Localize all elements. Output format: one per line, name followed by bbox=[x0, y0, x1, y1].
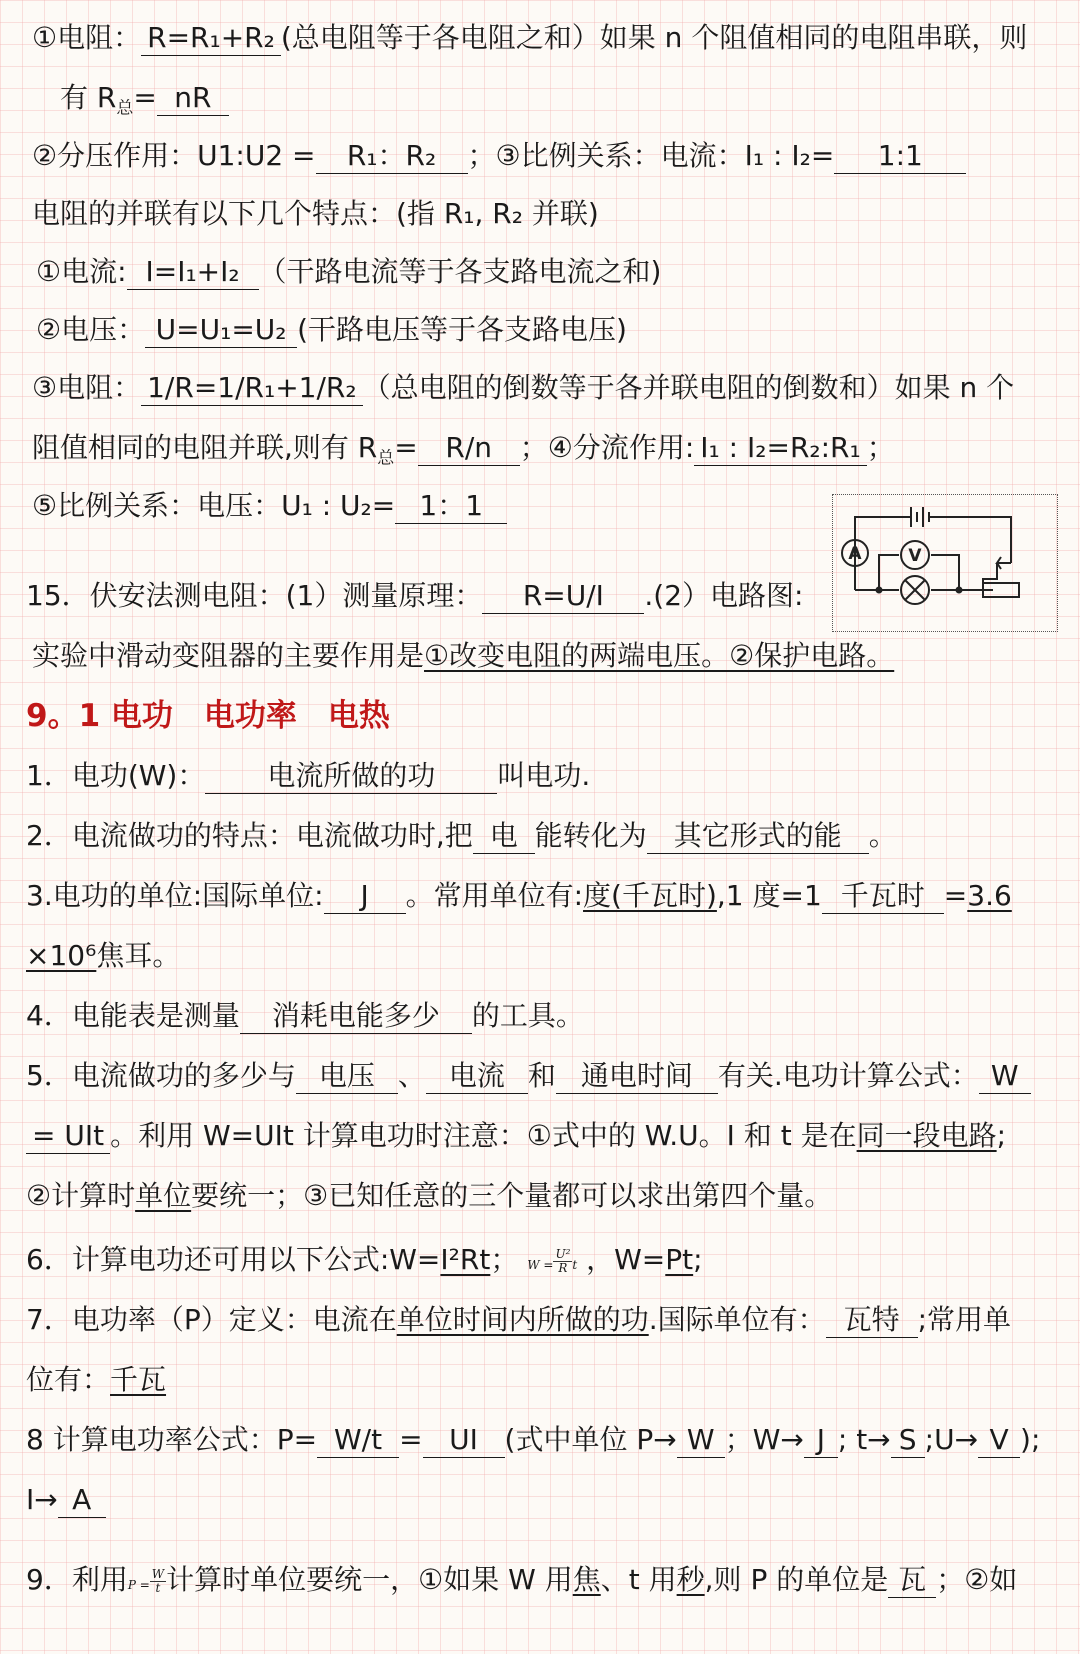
section-heading: 9。1 电功 电功率 电热 bbox=[26, 698, 390, 734]
line-q2: 2．电流做功的特点：电流做功时,把 电 能转化为 其它形式的能 。 bbox=[26, 819, 897, 852]
answer-underlined: ①改变电阻的两端电压。②保护电路。 bbox=[424, 639, 895, 672]
answer-blank: 1/R=1/R₁+1/R₂ bbox=[141, 371, 362, 406]
answer-blank: R₁：R₂ bbox=[316, 139, 468, 174]
line-q9: 9．利用P = $\frac{W}{t}$ 计算时单位要统一，①如果 W 用焦、t 用秒,则 P 的单位是 瓦 ；②如 bbox=[26, 1563, 1018, 1596]
line-q5-cont: = UIt 。利用 W=UIt 计算电功时注意：①式中的 W.U。I 和 t 是在同一段电路; bbox=[26, 1116, 1006, 1156]
line-q3-cont: ×10⁶焦耳。 bbox=[26, 939, 181, 972]
line-series-total: 有 $R_总=$ nR bbox=[60, 78, 229, 129]
answer-blank: nR bbox=[157, 81, 229, 116]
line-q7-cont: 位有：千瓦 bbox=[26, 1363, 167, 1396]
line-parallel-intro: 电阻的并联有以下几个特点：(指 R₁, R₂ 并联) bbox=[32, 197, 599, 230]
line-parallel-resistance: ③电阻： 1/R=1/R₁+1/R₂ （总电阻的倒数等于各并联电阻的倒数和）如果 n 个 bbox=[32, 371, 1015, 404]
answer-blank: J bbox=[324, 879, 406, 914]
line-rheostat-purpose: 实验中滑动变阻器的主要作用是①改变电阻的两端电压。②保护电路。 bbox=[32, 639, 895, 672]
circuit-diagram-svg bbox=[833, 495, 1057, 631]
answer-blank: 通电时间 bbox=[556, 1059, 718, 1094]
answer-blank: I₁ : I₂=R₂:R₁ bbox=[694, 431, 866, 466]
line-q8: 8 计算电功率公式：P= W/t = UI (式中单位 P→ W ；W→ J ; t→ S ;U→ V ); bbox=[26, 1423, 1041, 1456]
answer-blank: 1：1 bbox=[395, 489, 507, 524]
answer-blank: 1:1 bbox=[834, 139, 966, 174]
answer-blank: U=U₁=U₂ bbox=[145, 313, 297, 348]
answer-blank: R/n bbox=[418, 431, 520, 466]
answer-blank: R=R₁+R₂ bbox=[141, 21, 281, 56]
answer-underlined: Pt bbox=[665, 1243, 694, 1276]
answer-blank: 电流所做的功 bbox=[205, 759, 497, 794]
answer-underlined: I²Rt bbox=[440, 1243, 491, 1276]
line-voltage-ratio: ⑤比例关系：电压：U₁ : U₂= 1：1 bbox=[32, 486, 507, 526]
line-voltage-division: ②分压作用：U1:U2 = R₁：R₂ ；③比例关系：电流：I₁ : I₂= 1:1 bbox=[32, 136, 966, 176]
circuit-diagram bbox=[832, 494, 1058, 632]
line-q8-cont: I→ A bbox=[26, 1480, 106, 1520]
line-parallel-total: 阻值相同的电阻并联,则有 $R_总= R/n$ ；④分流作用: I₁ : I₂=R₂:R₁ ； bbox=[32, 431, 895, 469]
answer-underlined: 千瓦 bbox=[110, 1363, 167, 1396]
answer-underlined: 单位 bbox=[135, 1179, 192, 1212]
line-q4: 4．电能表是测量 消耗电能多少 的工具。 bbox=[26, 999, 584, 1032]
answer-underlined: 秒 bbox=[676, 1563, 705, 1596]
answer-underlined: 同一段电路 bbox=[856, 1119, 997, 1152]
answer-blank: UI bbox=[423, 1423, 505, 1458]
answer-blank: 电压 bbox=[296, 1059, 398, 1094]
line-q6: 6．计算电功还可用以下公式:W=I²Rt； W = $\frac{\text{U²}}{R}$ t ，W=Pt; bbox=[26, 1243, 703, 1276]
answer-blank: 消耗电能多少 bbox=[240, 999, 472, 1034]
line-voltammetry: 15．伏安法测电阻：(1）测量原理： R=U/I .(2）电路图: bbox=[26, 579, 804, 612]
answer-blank: J bbox=[804, 1423, 838, 1458]
answer-blank: W bbox=[979, 1059, 1031, 1094]
answer-blank: W/t bbox=[317, 1423, 399, 1458]
answer-blank: 千瓦时 bbox=[822, 879, 944, 914]
answer-blank: 电流 bbox=[426, 1059, 528, 1094]
line-q1: 1．电功(W)： 电流所做的功 叫电功. bbox=[26, 759, 591, 792]
answer-blank: 电 bbox=[473, 819, 535, 854]
answer-blank: 瓦特 bbox=[826, 1303, 918, 1338]
answer-blank: A bbox=[58, 1483, 106, 1518]
answer-blank: 瓦 bbox=[888, 1563, 936, 1598]
answer-underlined: 度(千瓦时) bbox=[583, 879, 717, 912]
answer-underlined: 3.6 bbox=[967, 879, 1012, 912]
line-q5: 5．电流做功的多少与 电压 、 电流 和 通电时间 有关.电功计算公式： W bbox=[26, 1056, 1031, 1096]
answer-underlined: 单位时间内所做的功 bbox=[396, 1303, 649, 1336]
formula-w-u2-r-t: W = $\frac{\text{U²}}{R}$ t bbox=[527, 1246, 578, 1275]
voltmeter-label: V bbox=[908, 546, 922, 566]
answer-underlined: ×10⁶ bbox=[26, 939, 97, 972]
line-parallel-current: ①电流: I=I₁+I₂ （干路电流等于各支路电流之和) bbox=[36, 255, 662, 288]
answer-blank: R=U/I bbox=[482, 579, 644, 614]
answer-underlined: 焦 bbox=[572, 1563, 601, 1596]
line-series-resistance: ①电阻： R=R₁+R₂ (总电阻等于各电阻之和）如果 n 个阻值相同的电阻串联，则 bbox=[32, 21, 1028, 54]
ammeter-label: A bbox=[848, 544, 862, 564]
answer-blank: 其它形式的能 bbox=[647, 819, 869, 854]
answer-blank: W bbox=[677, 1423, 725, 1458]
line-parallel-voltage: ②电压： U=U₁=U₂ (干路电压等于各支路电压) bbox=[36, 313, 627, 346]
line-q7: 7．电功率（P）定义：电流在单位时间内所做的功.国际单位有： 瓦特 ;常用单 bbox=[26, 1303, 1012, 1336]
answer-blank: V bbox=[978, 1423, 1020, 1458]
answer-blank: = UIt bbox=[26, 1119, 110, 1154]
formula-p-w-t: P = $\frac{W}{t}$ bbox=[127, 1566, 165, 1595]
answer-blank: S bbox=[891, 1423, 925, 1458]
line-q3: 3.电功的单位:国际单位: J 。常用单位有:度(千瓦时),1 度=1 千瓦时 =3.6 bbox=[26, 879, 1012, 912]
answer-blank: I=I₁+I₂ bbox=[127, 255, 259, 290]
line-q5-notes: ②计算时单位要统一；③已知任意的三个量都可以求出第四个量。 bbox=[26, 1179, 833, 1212]
